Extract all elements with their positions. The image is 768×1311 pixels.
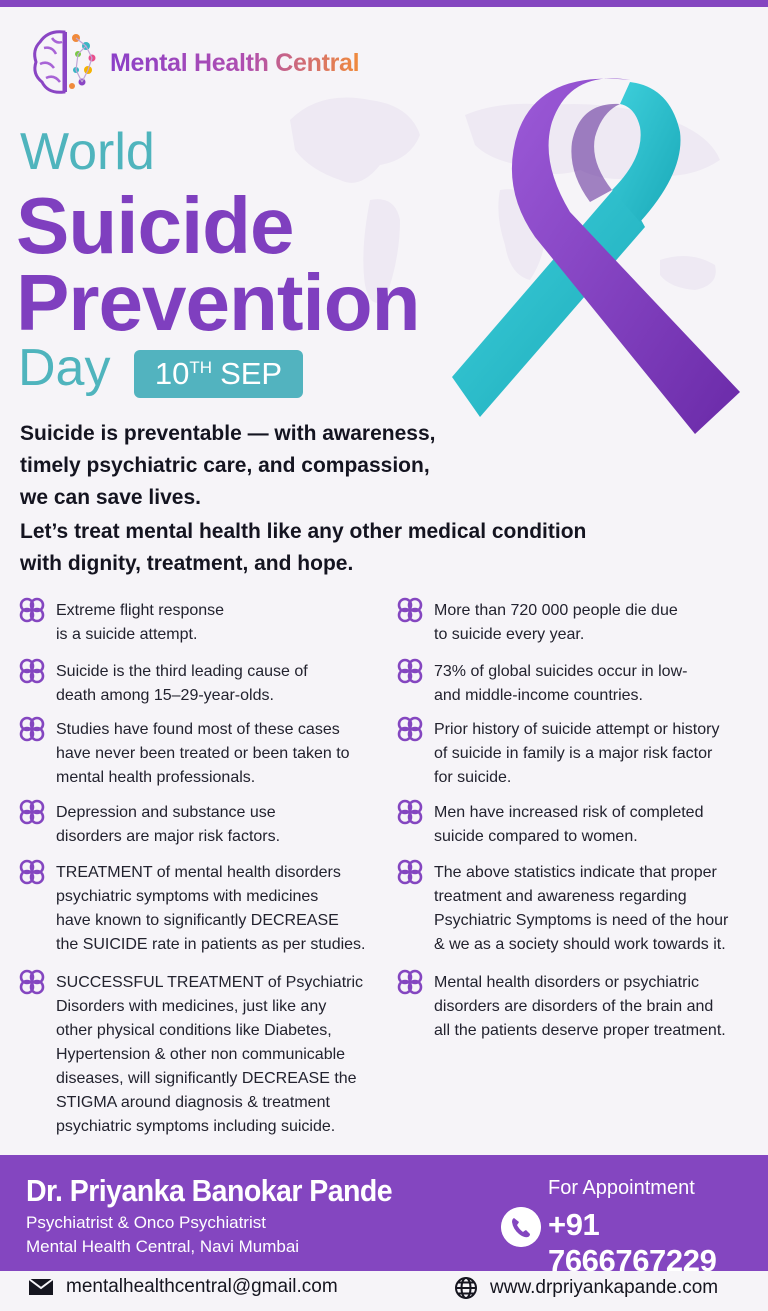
bullet-knot-icon <box>18 968 46 996</box>
fact-line: The above statistics indicate that proper <box>434 864 717 881</box>
appointment-label: For Appointment <box>548 1177 695 1199</box>
fact-line: treatment and awareness regarding <box>434 888 687 905</box>
fact-line: death among 15–29-year-olds. <box>56 687 274 704</box>
fact-line: disorders are disorders of the brain and <box>434 998 714 1015</box>
fact-line: More than 720 000 people die due <box>434 602 678 619</box>
fact-text <box>56 718 350 790</box>
fact-line: other physical conditions like Diabetes, <box>56 1022 332 1039</box>
fact-item <box>396 971 726 1043</box>
fact-line: and middle-income countries. <box>434 687 643 704</box>
headline-suicide: Suicide <box>16 181 294 270</box>
intro-line: timely psychiatric care, and compassion, <box>20 454 430 477</box>
fact-text <box>56 801 280 849</box>
intro-line: we can save lives. <box>20 486 201 509</box>
headline-day: Day <box>18 339 111 397</box>
fact-line: all the patients deserve proper treatment. <box>434 1022 726 1039</box>
globe-icon <box>454 1276 478 1300</box>
fact-text <box>434 718 719 790</box>
fact-line: & we as a society should work towards it. <box>434 936 726 953</box>
fact-item <box>396 801 703 849</box>
bullet-knot-icon <box>18 715 46 743</box>
fact-item <box>396 718 719 790</box>
fact-line: Studies have found most of these cases <box>56 721 340 738</box>
fact-text <box>56 599 224 647</box>
fact-line: Men have increased risk of completed <box>434 804 704 821</box>
fact-line: STIGMA around diagnosis & treatment <box>56 1094 330 1111</box>
fact-line: diseases, will significantly DECREASE the <box>56 1070 357 1087</box>
fact-text <box>434 801 703 849</box>
bullet-knot-icon <box>18 657 46 685</box>
fact-line: 73% of global suicides occur in low- <box>434 663 688 680</box>
doctor-title: Psychiatrist & Onco Psychiatrist <box>26 1213 266 1232</box>
bullet-knot-icon <box>18 858 46 886</box>
fact-line: SUCCESSFUL TREATMENT of Psychiatric <box>56 974 364 991</box>
fact-item <box>18 660 308 708</box>
fact-line: TREATMENT of mental health disorders <box>56 864 341 881</box>
fact-line: Psychiatric Symptoms is need of the hour <box>434 912 729 929</box>
bullet-knot-icon <box>396 715 424 743</box>
fact-line: Suicide is the third leading cause of <box>56 663 308 680</box>
fact-line: psychiatric symptoms including suicide. <box>56 1118 336 1135</box>
fact-text <box>56 971 363 1139</box>
website-contact[interactable] <box>454 1276 718 1300</box>
doctor-name: Dr. Priyanka Banokar Pande <box>26 1173 393 1208</box>
intro-line: Let’s treat mental health like any other medical condition <box>20 520 587 543</box>
date-month: SEP <box>220 356 283 391</box>
date-day: 10 <box>154 356 190 391</box>
fact-text <box>56 861 365 957</box>
headline-prevention: Prevention <box>16 258 420 347</box>
fact-line: have known to significantly DECREASE <box>56 912 339 929</box>
brand-header <box>30 26 359 100</box>
date-suffix: TH <box>189 358 213 377</box>
fact-text <box>56 660 308 708</box>
fact-line: to suicide every year. <box>434 626 585 643</box>
brain-logo <box>30 26 102 100</box>
fact-text <box>434 971 726 1043</box>
fact-line: disorders are major risk factors. <box>56 828 281 845</box>
fact-text <box>434 861 728 957</box>
fact-line: mental health professionals. <box>56 769 256 786</box>
fact-line: Depression and substance use <box>56 804 276 821</box>
fact-item <box>396 861 728 957</box>
fact-item <box>18 801 280 849</box>
fact-line: of suicide in family is a major risk factor <box>434 745 713 762</box>
top-accent-bar <box>0 0 768 7</box>
headline-world: World <box>20 123 155 181</box>
fact-line: Mental health disorders or psychiatric <box>434 974 700 991</box>
intro-paragraph <box>20 418 436 514</box>
fact-text <box>434 660 687 708</box>
fact-line: Prior history of suicide attempt or history <box>434 721 720 738</box>
fact-item <box>18 599 224 647</box>
bullet-knot-icon <box>396 858 424 886</box>
intro-line: with dignity, treatment, and hope. <box>20 552 354 575</box>
fact-item <box>18 861 365 957</box>
fact-line: psychiatric symptoms with medicines <box>56 888 319 905</box>
bullet-knot-icon <box>396 657 424 685</box>
fact-line: is a suicide attempt. <box>56 626 198 643</box>
email-contact[interactable] <box>28 1276 338 1298</box>
fact-line: Hypertension & other non communicable <box>56 1046 346 1063</box>
fact-line: the SUICIDE rate in patients as per studies. <box>56 936 366 953</box>
date-badge <box>134 350 303 398</box>
fact-item <box>396 599 678 647</box>
intro-line: Suicide is preventable — with awareness, <box>20 422 436 445</box>
email-address[interactable]: mentalhealthcentral@gmail.com <box>66 1276 338 1297</box>
fact-item <box>18 718 350 790</box>
phone-icon <box>501 1207 541 1247</box>
fact-line: Disorders with medicines, just like any <box>56 998 327 1015</box>
phone-number[interactable]: +91 7666767229 <box>548 1207 717 1278</box>
bullet-knot-icon <box>18 596 46 624</box>
fact-item <box>18 971 363 1139</box>
fact-item <box>396 660 687 708</box>
awareness-ribbon <box>440 62 750 454</box>
bullet-knot-icon <box>396 596 424 624</box>
fact-line: suicide compared to women. <box>434 828 638 845</box>
fact-text <box>434 599 678 647</box>
doctor-place: Mental Health Central, Navi Mumbai <box>26 1237 300 1256</box>
bullet-knot-icon <box>396 798 424 826</box>
bullet-knot-icon <box>396 968 424 996</box>
doctor-footer <box>0 1155 768 1278</box>
fact-line: Extreme flight response <box>56 602 225 619</box>
website-url[interactable]: www.drpriyankapande.com <box>490 1277 719 1298</box>
mail-icon <box>28 1278 54 1296</box>
bullet-knot-icon <box>18 798 46 826</box>
intro-paragraph-2 <box>20 516 586 580</box>
fact-line: for suicide. <box>434 769 512 786</box>
fact-line: have never been treated or been taken to <box>56 745 350 762</box>
brand-name: Mental Health Central <box>110 48 360 77</box>
